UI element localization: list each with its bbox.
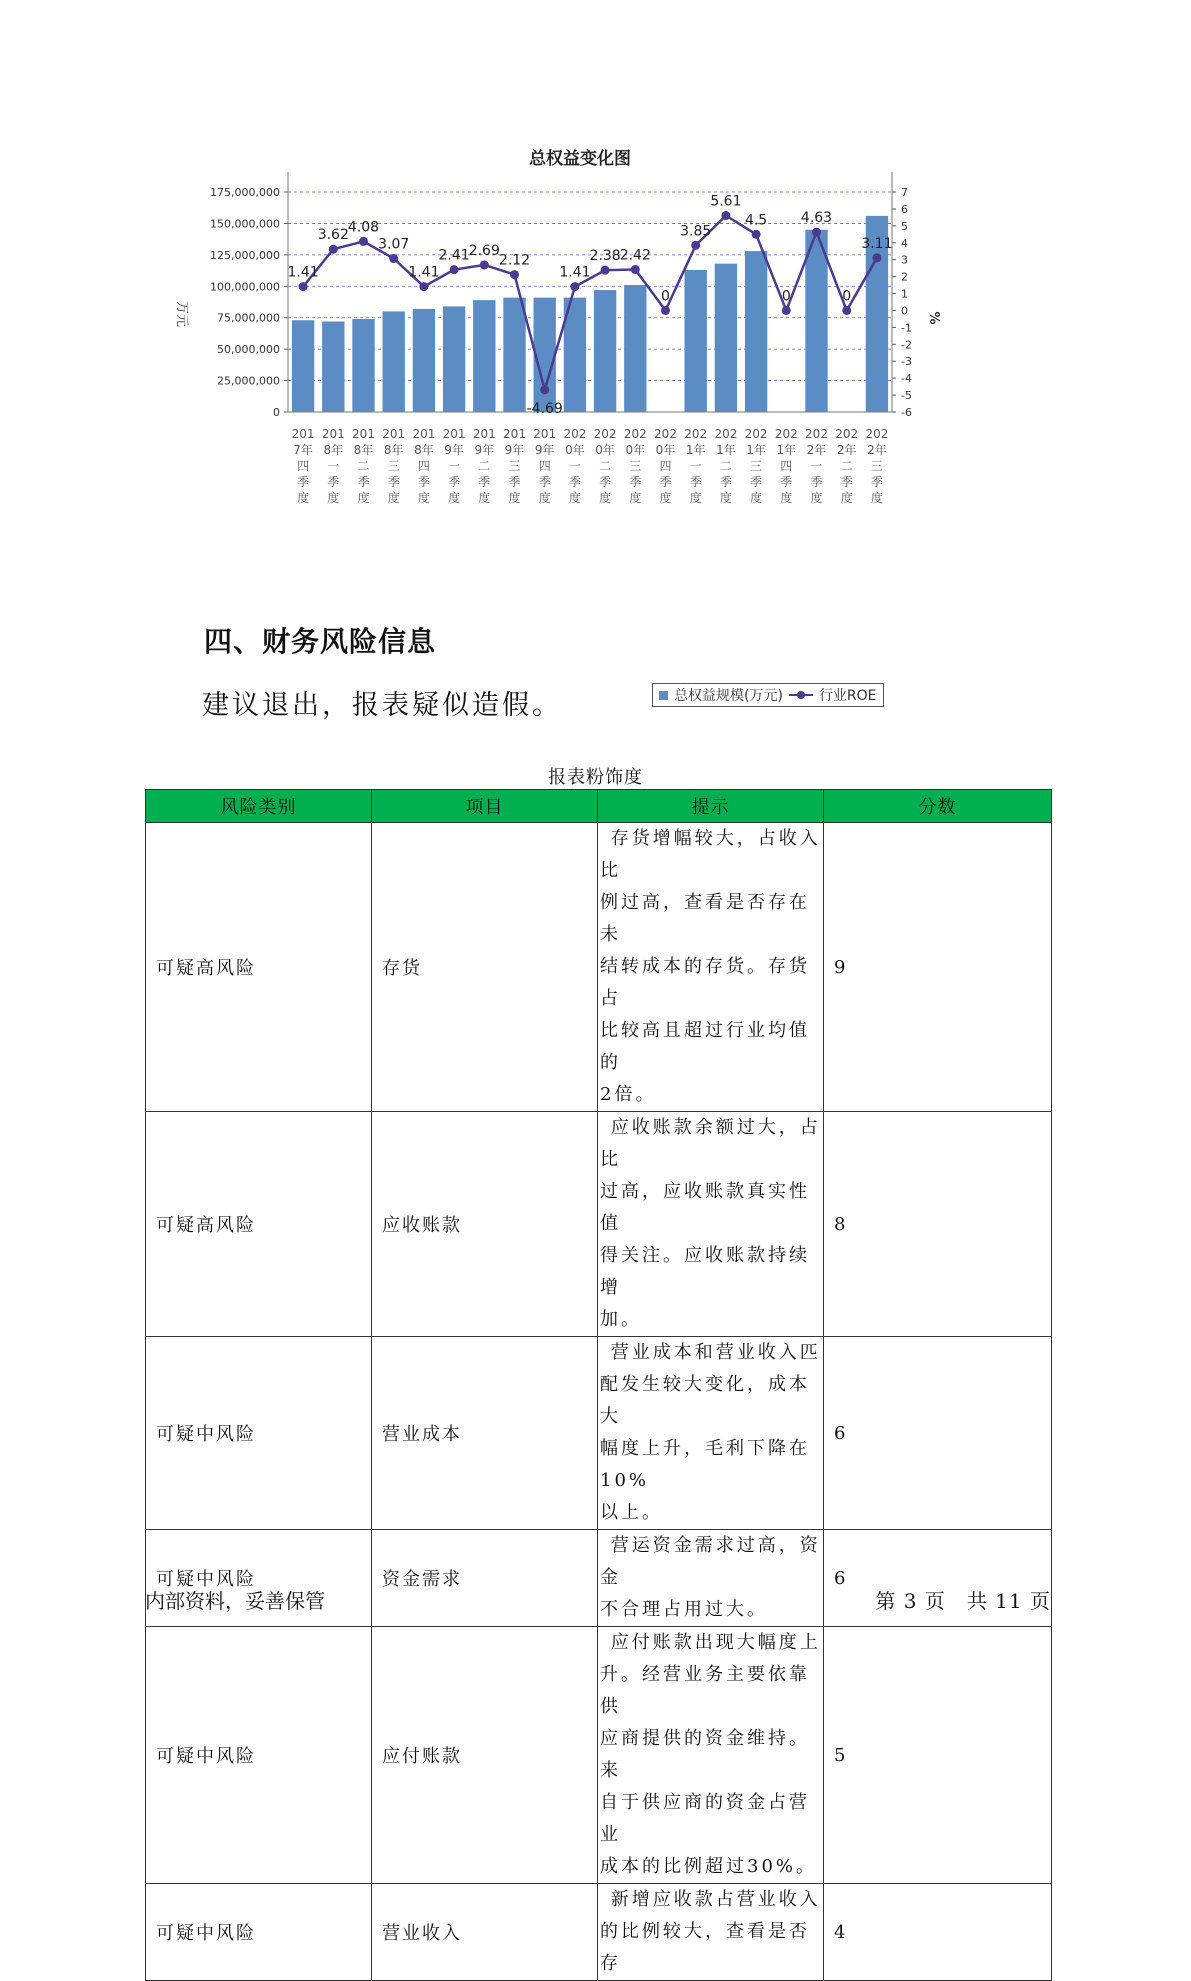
x-tick-label: 度 <box>629 491 642 505</box>
x-tick-label: 季 <box>387 475 400 489</box>
roe-data-label: 2.41 <box>438 247 470 264</box>
x-tick-label: 度 <box>508 491 521 505</box>
roe-data-label: 0 <box>661 288 670 305</box>
x-tick-label: 9年 <box>504 443 525 457</box>
x-tick-label: 季 <box>629 475 642 489</box>
roe-point <box>510 270 519 279</box>
roe-data-label: 3.07 <box>378 236 410 253</box>
risk-item-cell: 存货 <box>372 823 598 1112</box>
y-tick-label: 0 <box>273 406 280 419</box>
risk-tip-line: 过高，应收账款真实性值 <box>600 1181 810 1234</box>
x-tick-label: 201 <box>382 427 406 441</box>
bar <box>503 298 525 412</box>
x-tick-label: 202 <box>684 427 708 441</box>
risk-category-cell: 可疑高风险 <box>146 1112 372 1337</box>
roe-data-label: 4.63 <box>800 210 833 227</box>
table-row <box>146 1112 1052 1337</box>
x-tick-label: 三 <box>750 459 763 473</box>
risk-tip-line: 应付账款出现大幅度上 <box>610 1632 821 1653</box>
footer-confidential: 内部资料，妥善保管 <box>145 1589 325 1613</box>
x-tick-label: 度 <box>719 491 732 505</box>
x-tick-label: 度 <box>448 491 461 505</box>
legend-line-swatch <box>789 694 813 696</box>
y2-tick-label: 6 <box>901 202 908 216</box>
legend-bar-swatch <box>659 691 668 700</box>
roe-point <box>359 237 368 246</box>
risk-tip-cell <box>598 823 824 1112</box>
risk-score-cell: 9 <box>824 823 1052 1112</box>
x-tick-label: 0年 <box>565 443 585 457</box>
risk-tip-line: 配发生较大变化，成本大 <box>600 1374 810 1427</box>
header-item: 项目 <box>372 790 598 823</box>
x-tick-label: 度 <box>297 491 310 505</box>
x-tick-label: 季 <box>750 475 763 489</box>
risk-tip-line: 成本的比例超过30%。 <box>600 1856 818 1877</box>
risk-score-cell: 6 <box>824 1530 1052 1627</box>
legend-bar-label: 总权益规模(万元) <box>674 688 783 704</box>
risk-tip-line: 例过高，查看是否存在未 <box>600 892 810 945</box>
bar <box>473 300 495 412</box>
x-tick-label: 一 <box>689 459 702 473</box>
x-tick-label: 202 <box>865 427 889 441</box>
roe-point <box>419 282 428 291</box>
x-tick-label: 8年 <box>383 443 404 457</box>
risk-tip-line: 以上。 <box>600 1502 663 1523</box>
x-tick-label: 2年 <box>806 443 827 457</box>
roe-data-label: 0 <box>842 288 852 305</box>
table-caption: 报表粉饰度 <box>548 767 643 788</box>
risk-score-cell: 6 <box>824 1337 1052 1530</box>
chart-legend <box>652 683 884 707</box>
x-tick-label: 度 <box>478 491 491 505</box>
roe-point <box>329 245 338 254</box>
x-tick-label: 季 <box>297 475 310 489</box>
bar <box>534 298 556 412</box>
x-tick-label: 201 <box>352 427 375 441</box>
x-tick-label: 季 <box>568 475 581 489</box>
x-tick-label: 四 <box>780 459 793 473</box>
risk-item-cell: 应收账款 <box>372 1112 598 1337</box>
y2-axis-label: % <box>926 311 941 325</box>
y2-tick-label: -6 <box>901 406 912 419</box>
risk-tip-line: 2倍。 <box>600 1084 657 1105</box>
roe-data-label: 1.41 <box>287 264 319 281</box>
bar <box>685 270 707 412</box>
risk-tip-line: 存货增幅较大，占收入比 <box>600 828 821 881</box>
bar <box>745 251 767 412</box>
x-tick-label: 201 <box>472 427 496 441</box>
x-tick-label: 四 <box>297 459 310 473</box>
risk-item-cell: 资金需求 <box>372 1530 598 1627</box>
x-tick-label: 度 <box>659 491 672 505</box>
risk-tip-line: 营运资金需求过高，资金 <box>600 1535 821 1588</box>
roe-data-label: 4.08 <box>347 219 380 236</box>
risk-tip-line: 不合理占用过大。 <box>600 1599 768 1620</box>
risk-score-cell: 8 <box>824 1112 1052 1337</box>
risk-tip-line: 新增应收款占营业收入 <box>610 1889 821 1910</box>
x-tick-label: 季 <box>689 475 702 489</box>
risk-category-cell: 可疑中风险 <box>146 1884 372 1981</box>
risk-tip-line: 营业成本和营业收入匹 <box>610 1342 821 1363</box>
roe-data-label: 4.5 <box>744 212 768 229</box>
x-tick-label: 季 <box>840 475 853 489</box>
x-tick-label: 季 <box>810 475 823 489</box>
bar <box>715 264 737 412</box>
risk-tip-cell <box>598 1627 824 1884</box>
y2-tick-label: -5 <box>901 389 912 403</box>
x-tick-label: 一 <box>568 459 581 473</box>
roe-point <box>752 230 761 239</box>
x-tick-label: 0年 <box>625 443 646 457</box>
x-tick-label: 季 <box>357 475 370 489</box>
risk-tip-line: 幅度上升，毛利下降在10% <box>600 1438 810 1491</box>
x-tick-label: 二 <box>840 459 853 473</box>
x-tick-label: 四 <box>417 459 430 473</box>
roe-data-label: 1.41 <box>559 264 591 281</box>
x-tick-label: 8年 <box>353 443 374 457</box>
x-tick-label: 季 <box>659 475 672 489</box>
risk-score-cell: 5 <box>824 1627 1052 1884</box>
x-tick-label: 9年 <box>444 443 464 457</box>
x-tick-label: 201 <box>291 427 315 441</box>
risk-tip-line: 升。经营业务主要依靠供 <box>600 1664 810 1717</box>
roe-data-label: 2.42 <box>619 247 651 264</box>
x-tick-label: 三 <box>629 459 642 473</box>
x-tick-label: 度 <box>750 491 763 505</box>
risk-tip-cell <box>598 1112 824 1337</box>
x-tick-label: 202 <box>835 427 859 441</box>
table-row <box>146 1884 1052 1981</box>
x-tick-label: 三 <box>508 459 521 473</box>
roe-point <box>299 282 308 291</box>
roe-point <box>782 306 791 315</box>
x-tick-label: 季 <box>870 475 883 489</box>
x-tick-label: 度 <box>387 491 400 505</box>
x-tick-label: 一 <box>810 459 823 473</box>
x-tick-label: 201 <box>321 427 345 441</box>
x-tick-label: 201 <box>412 427 436 441</box>
y2-tick-label: -3 <box>901 355 912 369</box>
x-tick-label: 季 <box>780 475 793 489</box>
x-tick-label: 2年 <box>836 443 857 457</box>
x-tick-label: 202 <box>593 427 617 441</box>
legend-line-label: 行业ROE <box>818 688 877 704</box>
y2-tick-label: 4 <box>901 236 908 250</box>
risk-tip-line: 应收账款余额过大，占比 <box>600 1117 821 1170</box>
x-tick-label: 202 <box>744 427 768 441</box>
x-tick-label: 9年 <box>534 443 555 457</box>
y-tick-label: 125,000,000 <box>210 248 280 262</box>
y2-tick-label: 3 <box>901 253 908 267</box>
bar <box>805 230 827 412</box>
risk-item-cell: 应付账款 <box>372 1627 598 1884</box>
x-tick-label: 202 <box>563 427 587 441</box>
x-tick-label: 201 <box>503 427 526 441</box>
x-tick-label: 三 <box>870 459 883 473</box>
advice-text: 建议退出，报表疑似造假。 <box>202 690 562 721</box>
header-category: 风险类别 <box>146 790 372 823</box>
roe-data-label: 0 <box>781 288 791 305</box>
x-tick-label: 0年 <box>655 443 676 457</box>
header-score: 分数 <box>824 790 1052 823</box>
risk-score-cell: 4 <box>824 1884 1052 1981</box>
x-tick-label: 8年 <box>414 443 434 457</box>
roe-point <box>842 306 851 315</box>
x-tick-label: 季 <box>448 475 461 489</box>
y2-tick-label: -1 <box>901 321 912 335</box>
roe-data-label: -4.69 <box>526 400 563 417</box>
bar <box>383 311 405 412</box>
roe-data-label: 3.85 <box>680 223 712 240</box>
x-tick-label: 季 <box>478 475 491 489</box>
risk-tip-line: 自于供应商的资金占营业 <box>600 1792 810 1845</box>
y-tick-label: 100,000,000 <box>210 280 280 294</box>
table-header-row <box>146 790 1052 823</box>
risk-category-cell: 可疑中风险 <box>146 1627 372 1884</box>
footer-page-number: 第 3 页 共 11 页 <box>875 1589 1051 1613</box>
x-tick-label: 202 <box>714 427 738 441</box>
risk-tip-line: 比较高且超过行业均值的 <box>600 1020 810 1073</box>
risk-tip-cell <box>598 1337 824 1530</box>
bar <box>624 285 646 412</box>
x-tick-label: 度 <box>538 491 551 505</box>
table-row <box>146 823 1052 1112</box>
chart-svg <box>174 140 980 600</box>
y-tick-label: 75,000,000 <box>217 311 280 325</box>
bar <box>413 309 435 412</box>
risk-tip-line: 的比例较大，查看是否存 <box>600 1921 810 1974</box>
y2-tick-label: 2 <box>901 270 908 284</box>
y2-tick-label: 5 <box>901 219 908 233</box>
x-tick-label: 202 <box>805 427 828 441</box>
x-tick-label: 9年 <box>474 443 495 457</box>
bar <box>594 290 616 412</box>
x-tick-label: 季 <box>538 475 551 489</box>
x-tick-label: 201 <box>442 427 466 441</box>
roe-data-label: 2.69 <box>468 242 500 259</box>
x-tick-label: 季 <box>508 475 521 489</box>
x-tick-label: 四 <box>538 459 551 473</box>
x-tick-label: 一 <box>327 459 340 473</box>
y-tick-label: 25,000,000 <box>217 374 280 388</box>
bar <box>352 319 374 412</box>
risk-table-body <box>146 823 1052 1981</box>
x-tick-label: 度 <box>327 491 340 505</box>
y2-tick-label: -2 <box>901 338 912 352</box>
risk-item-cell: 营业收入 <box>372 1884 598 1981</box>
roe-data-label: 2.12 <box>498 252 531 269</box>
risk-category-cell: 可疑中风险 <box>146 1530 372 1627</box>
x-tick-label: 0年 <box>595 443 615 457</box>
y-tick-label: 50,000,000 <box>217 343 280 357</box>
section-title: 四、财务风险信息 <box>204 625 437 658</box>
roe-point <box>389 254 398 263</box>
x-tick-label: 202 <box>654 427 677 441</box>
roe-point <box>691 241 700 250</box>
y2-tick-label: -4 <box>901 372 912 386</box>
table-row <box>146 1337 1052 1530</box>
roe-data-label: 2.38 <box>589 248 621 265</box>
roe-point <box>631 265 640 274</box>
x-tick-label: 度 <box>780 491 793 505</box>
y-axis-label: 万元 <box>174 300 189 328</box>
risk-tip-line: 得关注。应收账款持续增 <box>600 1245 810 1298</box>
risk-tip-cell <box>598 1884 824 1981</box>
x-tick-label: 二 <box>599 459 612 473</box>
x-tick-label: 1年 <box>746 443 766 457</box>
roe-point <box>480 260 489 269</box>
roe-point <box>570 282 579 291</box>
x-tick-label: 8年 <box>323 443 344 457</box>
roe-point <box>872 253 881 262</box>
x-tick-label: 季 <box>417 475 430 489</box>
risk-category-cell: 可疑高风险 <box>146 823 372 1112</box>
x-tick-label: 三 <box>387 459 400 473</box>
x-tick-label: 季 <box>719 475 732 489</box>
x-tick-label: 度 <box>870 491 883 505</box>
roe-point <box>450 265 459 274</box>
x-tick-label: 1年 <box>776 443 797 457</box>
table-row <box>146 1627 1052 1884</box>
y-tick-label: 150,000,000 <box>210 217 280 231</box>
x-tick-label: 二 <box>478 459 491 473</box>
x-tick-label: 季 <box>599 475 612 489</box>
roe-data-label: 3.62 <box>317 227 349 244</box>
header-tip: 提示 <box>598 790 824 823</box>
roe-point <box>721 211 730 220</box>
bar <box>322 321 344 412</box>
risk-tip-line: 结转成本的存货。存货占 <box>600 956 810 1009</box>
roe-data-label: 5.61 <box>710 193 742 210</box>
risk-tip-line: 应商提供的资金维持。来 <box>600 1728 810 1781</box>
x-tick-label: 1年 <box>685 443 706 457</box>
roe-point <box>812 228 821 237</box>
risk-table <box>145 789 1052 1981</box>
x-tick-label: 度 <box>568 491 581 505</box>
x-tick-label: 度 <box>599 491 612 505</box>
bar <box>443 306 465 412</box>
roe-point <box>540 385 549 394</box>
roe-data-label: 1.41 <box>408 264 440 281</box>
roe-data-label: 3.11 <box>861 235 893 252</box>
x-tick-label: 度 <box>810 491 823 505</box>
x-tick-label: 2年 <box>867 443 887 457</box>
x-tick-label: 7年 <box>293 443 313 457</box>
x-tick-label: 季 <box>327 475 340 489</box>
roe-point <box>601 266 610 275</box>
risk-item-cell: 营业成本 <box>372 1337 598 1530</box>
x-tick-label: 一 <box>448 459 461 473</box>
x-tick-label: 四 <box>659 459 672 473</box>
risk-tip-cell <box>598 1530 824 1627</box>
x-tick-label: 度 <box>689 491 702 505</box>
x-tick-label: 度 <box>417 491 430 505</box>
x-tick-label: 二 <box>719 459 732 473</box>
risk-category-cell: 可疑中风险 <box>146 1337 372 1530</box>
roe-point <box>661 306 670 315</box>
y2-tick-label: 7 <box>901 186 908 199</box>
x-tick-label: 1年 <box>716 443 736 457</box>
bar <box>292 320 314 412</box>
risk-tip-line: 加。 <box>600 1309 642 1330</box>
x-tick-label: 202 <box>623 427 647 441</box>
x-tick-label: 二 <box>357 459 370 473</box>
chart-title: 总权益变化图 <box>529 149 631 169</box>
x-tick-label: 202 <box>774 427 798 441</box>
y-tick-label: 175,000,000 <box>210 186 280 199</box>
x-tick-label: 201 <box>533 427 557 441</box>
y2-tick-label: 1 <box>901 287 908 301</box>
x-tick-label: 度 <box>840 491 853 505</box>
y2-tick-label: 0 <box>901 304 908 318</box>
x-tick-label: 度 <box>357 491 370 505</box>
